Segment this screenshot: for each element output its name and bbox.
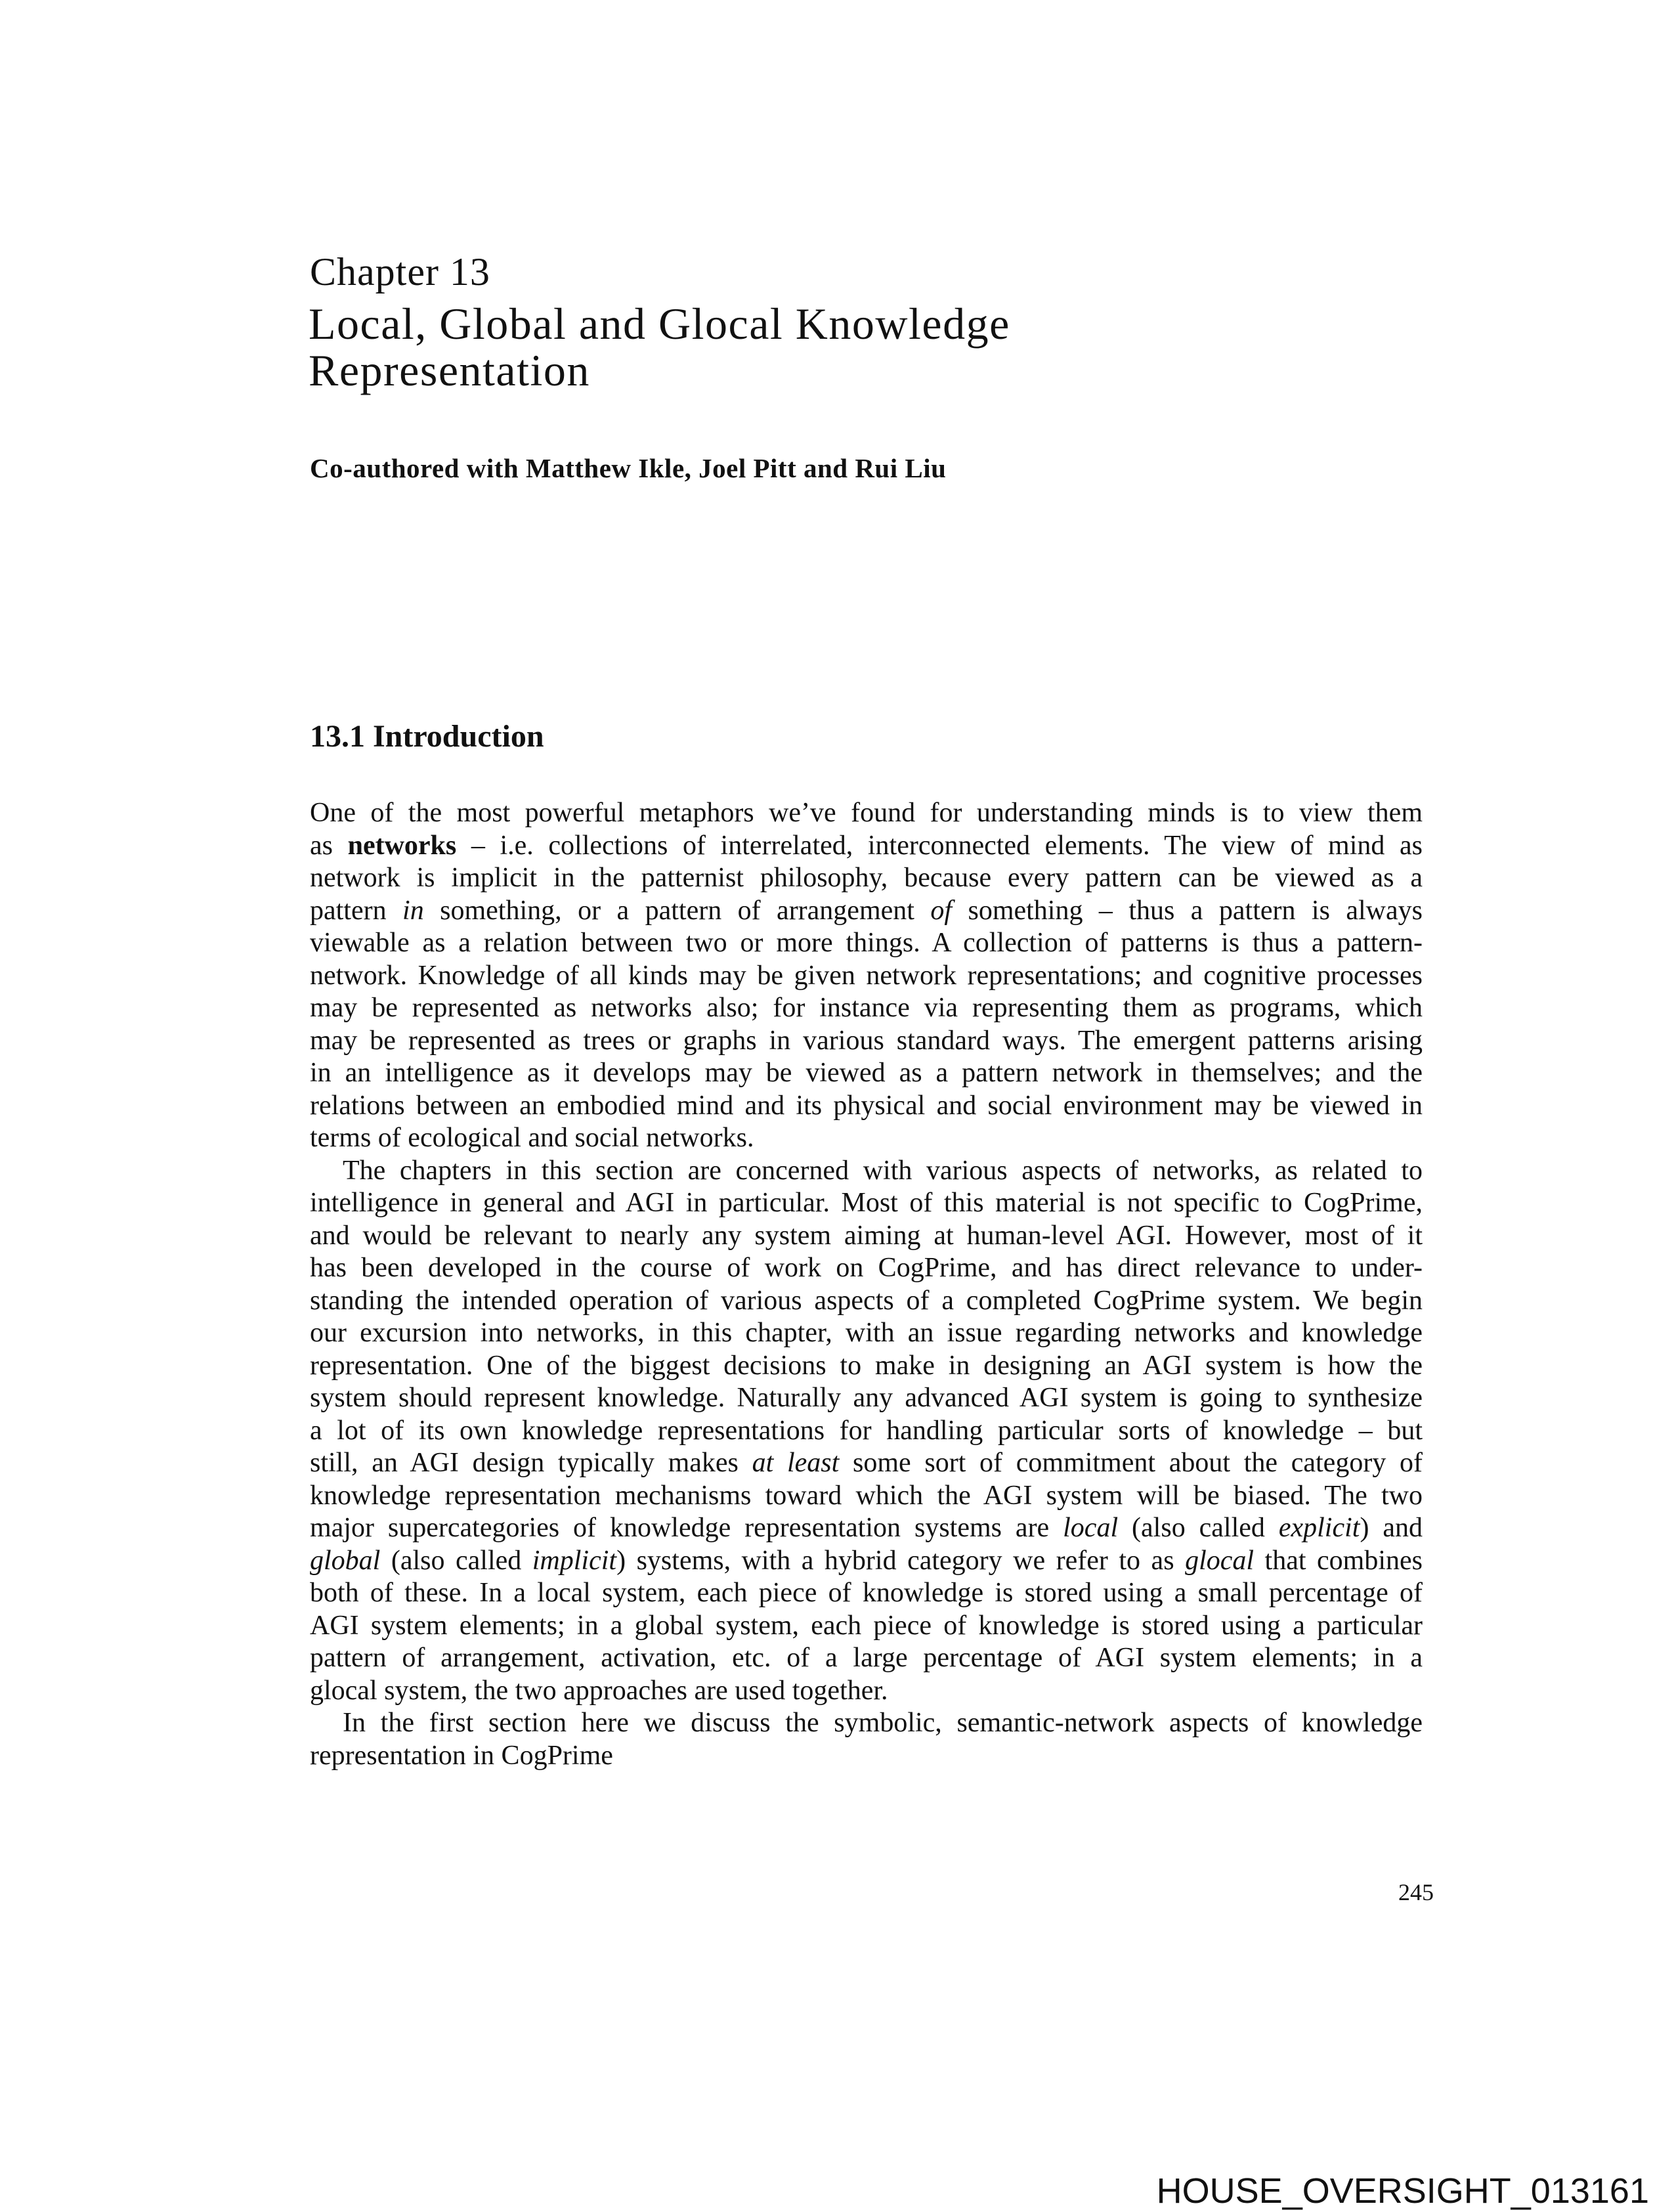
text-line: [310, 1642, 1423, 1675]
text-line: [310, 1122, 1423, 1155]
text-segment: major supercategories of knowledge representation systems are: [310, 1513, 1063, 1543]
text-segment: network is implicit in the patternist philosophy, because every pattern can be viewed as a: [310, 863, 1423, 893]
section-heading: 13.1 Introduction: [310, 719, 544, 754]
text-segment: viewable as a relation between two or more things. A collection of patterns is thus a pattern-: [310, 928, 1423, 958]
text-segment: The chapters in this section are concerned with various aspects of networks, as related to: [343, 1155, 1423, 1186]
text-line: [310, 1285, 1423, 1318]
text-segment: In the first section here we discuss the symbolic, semantic-network aspects of knowledge: [343, 1708, 1423, 1738]
chapter-title: [309, 301, 1010, 394]
bold-term: networks: [347, 830, 457, 861]
text-segment: intelligence in general and AGI in particular. Most of this material is not specific to CogPrime,: [310, 1188, 1423, 1218]
text-line: [310, 830, 1423, 863]
chapter-label: Chapter 13: [310, 250, 490, 293]
text-segment: glocal system, the two approaches are used together.: [310, 1675, 888, 1706]
text-segment: a lot of its own knowledge representations for handling particular sorts of knowledge – but: [310, 1415, 1423, 1446]
text-segment: relations between an embodied mind and its physical and social environment may be viewed in: [310, 1090, 1423, 1121]
text-segment: (also called: [380, 1545, 532, 1576]
text-line: [310, 960, 1423, 993]
text-line: [310, 1577, 1423, 1610]
bates-stamp: HOUSE_OVERSIGHT_013161: [1156, 2171, 1649, 2211]
text-segment: (also called: [1118, 1513, 1279, 1543]
text-segment: system should represent knowledge. Naturally any advanced AGI system is going to synthesize: [310, 1383, 1423, 1413]
text-segment: One of the most powerful metaphors we’ve found for understanding minds is to view them: [310, 798, 1423, 828]
text-segment: our excursion into networks, in this chapter, with an issue regarding networks and knowledge: [310, 1318, 1423, 1348]
text-segment: terms of ecological and social networks.: [310, 1123, 754, 1153]
text-line: [310, 1187, 1423, 1220]
text-segment: network. Knowledge of all kinds may be given network representations; and cognitive processes: [310, 960, 1423, 991]
text-line: [310, 1740, 1423, 1773]
text-line: [310, 1707, 1423, 1740]
text-segment: may be represented as trees or graphs in various standard ways. The emergent patterns arising: [310, 1025, 1423, 1056]
text-segment: standing the intended operation of various aspects of a completed CogPrime system. We begin: [310, 1285, 1423, 1316]
text-segment: AGI system elements; in a global system, each piece of knowledge is stored using a particular: [310, 1610, 1423, 1641]
text-segment: still, an AGI design typically makes: [310, 1448, 752, 1478]
text-line: [310, 862, 1423, 895]
text-line: [310, 1447, 1423, 1480]
text-segment: – i.e. collections of interrelated, interconnected elements. The view of mind as: [456, 830, 1423, 861]
text-line: [310, 1057, 1423, 1090]
text-segment: both of these. In a local system, each piece of knowledge is stored using a small percentage of: [310, 1578, 1423, 1608]
italic-term: in: [402, 895, 424, 926]
chapter-title-line: Local, Global and Glocal Knowledge: [309, 299, 1010, 349]
italic-term: local: [1063, 1513, 1119, 1543]
text-segment: knowledge representation mechanisms toward which the AGI system will be biased. The two: [310, 1480, 1423, 1511]
text-line: [310, 1610, 1423, 1643]
text-segment: ) systems, with a hybrid category we refer to as: [616, 1545, 1186, 1576]
text-line: [310, 1317, 1423, 1350]
text-line: [310, 1382, 1423, 1415]
italic-term: glocal: [1185, 1545, 1255, 1576]
text-line: [310, 1090, 1423, 1123]
text-line: [310, 1480, 1423, 1513]
text-segment: representation. One of the biggest decisions to make in designing an AGI system is how the: [310, 1350, 1423, 1381]
chapter-title-line: Representation: [309, 345, 590, 395]
text-line: [310, 1025, 1423, 1058]
text-line: [310, 1350, 1423, 1383]
text-line: [310, 895, 1423, 928]
text-line: [310, 1545, 1423, 1578]
text-line: [310, 1675, 1423, 1708]
page-number: 245: [1398, 1879, 1434, 1905]
text-segment: representation in CogPrime: [310, 1740, 613, 1771]
italic-term: global: [310, 1545, 381, 1576]
italic-term: at least: [752, 1448, 840, 1478]
text-line: [310, 1220, 1423, 1253]
text-segment: may be represented as networks also; for instance via representing them as programs, which: [310, 993, 1423, 1023]
text-line: [310, 1512, 1423, 1545]
text-line: [310, 1155, 1423, 1188]
text-segment: ) and: [1360, 1513, 1423, 1543]
text-line: [310, 1252, 1423, 1285]
text-segment: pattern of arrangement, activation, etc. of a large percentage of AGI system elements; in a: [310, 1643, 1423, 1673]
text-segment: something – thus a pattern is always: [952, 895, 1423, 926]
text-line: [310, 1415, 1423, 1448]
text-segment: some sort of commitment about the category of: [839, 1448, 1423, 1478]
text-segment: and would be relevant to nearly any system aiming at human-level AGI. However, most of it: [310, 1220, 1423, 1251]
text-segment: has been developed in the course of work on CogPrime, and has direct relevance to under-: [310, 1253, 1423, 1283]
text-segment: that combines: [1254, 1545, 1423, 1576]
text-line: [310, 797, 1423, 830]
body-text: [310, 797, 1423, 1772]
text-line: [310, 927, 1423, 960]
italic-term: of: [930, 895, 953, 926]
italic-term: implicit: [532, 1545, 617, 1576]
text-segment: as: [310, 830, 348, 861]
coauthors-line: Co-authored with Matthew Ikle, Joel Pitt and Rui Liu: [310, 453, 947, 483]
text-segment: in an intelligence as it develops may be viewed as a pattern network in themselves; and the: [310, 1058, 1423, 1088]
text-line: [310, 992, 1423, 1025]
text-segment: something, or a pattern of arrangement: [423, 895, 931, 926]
italic-term: explicit: [1278, 1513, 1360, 1543]
text-segment: pattern: [310, 895, 403, 926]
